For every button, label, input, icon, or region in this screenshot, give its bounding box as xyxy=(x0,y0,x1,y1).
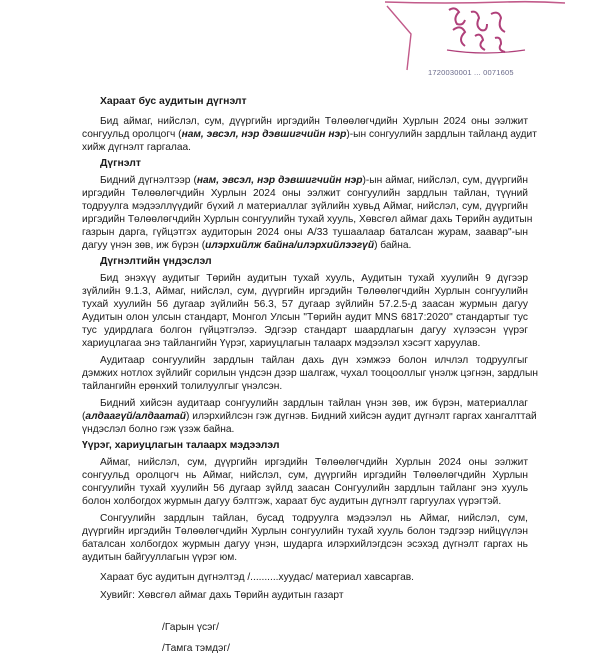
basis-p2-line: Аудитаар сонгуулийн зардлын тайлан дахь дүн хэмжээ болон илчлэл тодруулгыг xyxy=(100,355,528,366)
basis-text: ) илэрхийлсэн гэж дүгнэв. Бидний хийсэн аудит дүгнэлт гаргах хангалттай xyxy=(186,411,537,422)
resp-p2-line: Сонгуулийн зардлын тайлан, бусад тодруулга мэдээлэл нь Аймаг, нийслэл, сум, xyxy=(100,513,528,524)
attachment-note: Хараат бус аудитын дүгнэлтэд /..........хуудас/ материал хавсаргав. xyxy=(100,572,415,583)
signature-placeholder: /Гарын үсэг/ xyxy=(162,622,219,633)
resp-p2-line: дүүргийн иргэдийн Төлөөлөгчдийн Хурлын сонгуулийн тухай хууль болон тэдгээр нийцүүлэн xyxy=(82,526,528,537)
basis-p1-line: Аудитын олон улсын стандарт, Монгол Улсын "Төрийн аудит MNS 6817:2020" стандартыг тус xyxy=(82,312,528,323)
opinion-text: ) байна. xyxy=(374,240,412,251)
placeholder-error-choice: алдаагүй/алдаатай xyxy=(85,411,187,422)
page-title: Хараат бус аудитын дүгнэлт xyxy=(100,96,247,107)
opinion-text: дагуу үнэн зөв, иж бүрэн ( xyxy=(82,240,206,251)
resp-p2-line: баталсан холбогдох журмын дагуу үнэн, шударга илэрхийлэгдсэн эсэхэд дүгнэлт гаргах нь xyxy=(82,539,528,550)
opinion-line-1 xyxy=(100,175,528,187)
basis-p3-line: Бидний хийсэн аудитаар сонгуулийн зардлын тайлан үнэн зөв, иж бүрэн, материаллаг xyxy=(100,398,528,409)
opinion-line-2: иргэдийн Төлөөлөгчдийн Хурлын 2024 оны ээлжит сонгуулийн зардлын тайлан, түүний xyxy=(82,188,528,199)
basis-p1-line: тус удирдлага болгон гүйцэтгэлээ. Эдгээр стандарт шаардлагын дагуу хүлээсэн үүрэг xyxy=(82,325,528,336)
basis-p2-line: дэмжих нотлох зүйлийг сорилын үндсэн дээр шалгаж, чухал тооцооллыг үнэлж цэгнэн, зардлын xyxy=(82,368,538,379)
opinion-line-5: газрын дарга, гүйцэтгэх аудиторын 2024 оны А/33 тушаалаар баталсан журам, заавар"-ын xyxy=(82,227,528,238)
stamp-code: 1720030001 ... 0071605 xyxy=(428,68,514,77)
opinion-line-4: иргэдийн Төлөөлөгчдийн Хурлын сонгуулийн тухай хууль, Хөвсгөл аймаг дахь Төрийн аудитын xyxy=(82,214,533,225)
intro-line-1: Бид аймаг, нийслэл, сум, дүүргийн иргэдийн Төлөөлөгчдийн Хурлын 2024 оны ээлжит xyxy=(100,116,528,127)
intro-text: сонгуульд оролцогч ( xyxy=(82,129,182,140)
resp-p2-line: аудитын байгууллагын үүрэг юм. xyxy=(82,552,238,563)
resp-p1-line: болон холбогдох журмын дагуу бэлтгэж, хараат бус аудитын дүгнэлт гаргуулах үүрэгтэй. xyxy=(82,496,502,507)
basis-text: ( xyxy=(82,411,86,422)
basis-p3-line xyxy=(82,411,537,423)
basis-p1-line: зүйлийн 9.1.3, Аймаг, нийслэл, сум, дүүргийн иргэдийн Төлөөлөгчдийн Хурлын сонгуулийн xyxy=(82,286,528,297)
basis-p2-line: тайлангийн ерөнхий толилуулгыг үнэлсэн. xyxy=(82,381,283,392)
basis-heading: Дүгнэлтийн үндэслэл xyxy=(100,256,212,267)
basis-p1-line: Бид энэхүү аудитыг Төрийн аудитын тухай хууль, Аудитын тухай хуулийн 9 дүгээр xyxy=(100,273,528,284)
resp-p1-line: Аймаг, нийслэл, сум, дүүргийн иргэдийн Төлөөлөгчдийн Хурлын 2024 оны ээлжит xyxy=(100,457,528,468)
basis-p1-line: хариуцлагаа энэ тайлангийн Үүрэг, хариуцлагын талаарх мэдээлэл хэсэгт харуулав. xyxy=(82,338,481,349)
resp-p1-line: сонгуульд оролцогч нь Аймаг, нийслэл, сум, дүүргийн иргэдийн Төлөөлөгчдийн Хурлын xyxy=(82,470,528,481)
opinion-line-6 xyxy=(82,240,411,252)
opinion-text: )-ын аймаг, нийслэл, сум, дүүргийн xyxy=(362,175,528,186)
intro-line-2 xyxy=(82,129,537,141)
responsibility-heading: Үүрэг, хариуцлагын талаарх мэдээлэл xyxy=(82,440,280,451)
distribution-note: Хувийг: Хөвсгөл аймаг дахь Төрийн аудитын газарт xyxy=(100,590,344,601)
basis-p1-line: тухай хуулийн 56 дугаар зүйлийн 56.3, 57 дугаар зүйлийн 57.2.5-д заасан журмын дагуу xyxy=(82,299,528,310)
basis-p3-line: үндэслэл болно гэж үзэж байна. xyxy=(82,424,235,435)
intro-text: )-ын сонгуулийн зардлын тайланд аудит xyxy=(346,129,537,140)
intro-line-3: хийж дүгнэлт гаргалаа. xyxy=(82,142,192,153)
resp-p1-line: сонгуулийн тухай хуулийн 56 дугаар зүйлд заасан Сонгуулийн зардлын тайланг энэ хууль xyxy=(82,483,528,494)
opinion-line-3: тодруулга мэдээллүүдийг бүхий л материаллаг зүйлийн хувьд Аймаг, нийслэл, сум, дүүргийн xyxy=(82,201,528,212)
opinion-heading: Дүгнэлт xyxy=(100,158,141,169)
placeholder-party-name: нам, эвсэл, нэр дэвшигчийн нэр xyxy=(181,129,347,140)
opinion-text: Бидний дүгнэлтээр ( xyxy=(100,175,197,186)
seal-placeholder: /Тамга тэмдэг/ xyxy=(162,643,230,654)
placeholder-opinion-choice: илэрхийлж байна/илэрхийлээгүй xyxy=(205,240,375,251)
placeholder-party-name: нам, эвсэл, нэр дэвшигчийн нэр xyxy=(196,175,363,186)
